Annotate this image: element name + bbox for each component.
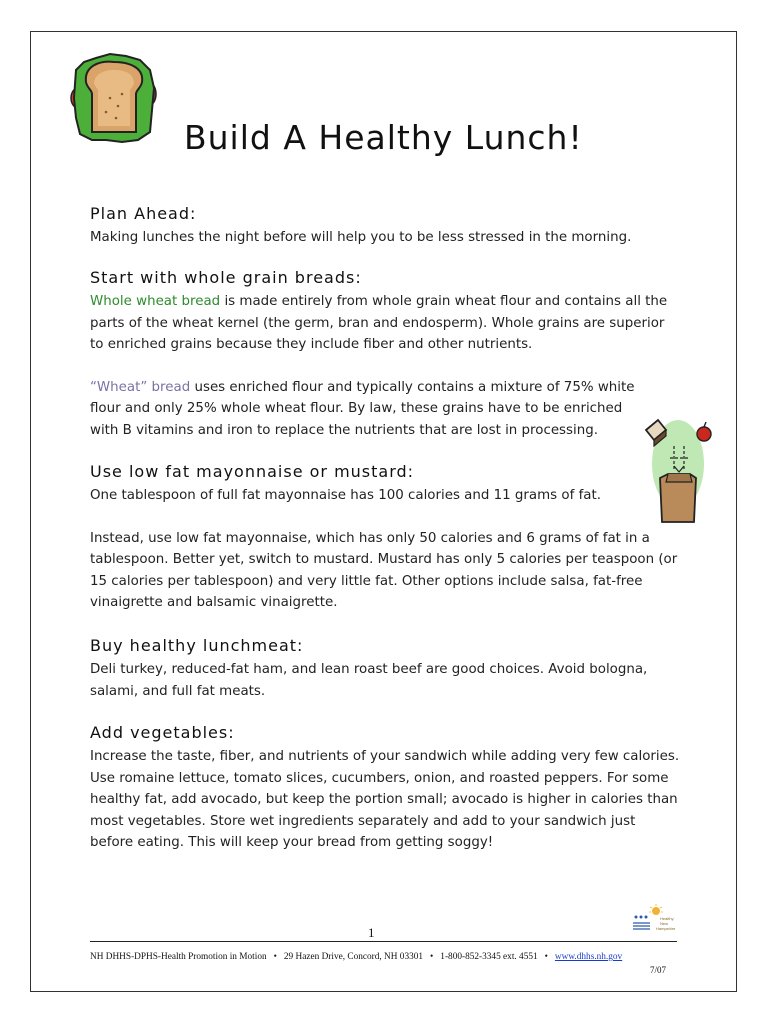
- section-body: One tablespoon of full fat mayonnaise has 100 calories and 11 grams of fat.: [90, 488, 602, 503]
- healthy-nh-logo: [630, 903, 680, 937]
- section-body: Making lunches the night before will help you to be less stressed in the morning.: [90, 230, 632, 245]
- footer-date: 7/07: [650, 965, 667, 975]
- section-body: Deli turkey, reduced-fat ham, and lean roast beef are good choices. Avoid bologna, salami, and full fat meats.: [90, 662, 648, 699]
- footer-divider: [90, 941, 677, 942]
- footer-website-link[interactable]: www.dhhs.nh.gov: [554, 952, 623, 962]
- wheat-bread-paragraph: [90, 377, 650, 442]
- section-body: Increase the taste, fiber, and nutrients of your sandwich while adding very few calories. Use romaine lettuce, tomato slices, cucumbers, onion, and roasted peppers. For some healthy fat, add avocado, but keep the portion small; avocado is higher in calories than most vegetables. Store wet ingredients separately and add to your sandwich just before eating. This will keep your bread from getting soggy!: [90, 749, 680, 851]
- whole-wheat-paragraph: [90, 291, 680, 356]
- section-mayonnaise: [90, 461, 680, 614]
- logo-text: Hampshire: [656, 926, 676, 931]
- section-plan-ahead: [90, 203, 680, 249]
- paragraph-text: is made entirely from whole grain wheat flour and contains all the parts of the wheat kernel (the germ, bran and endosperm). Whole grains are superior to enriched grains because they include fiber and other nutrients.: [90, 294, 668, 353]
- section-heading: Start with whole grain breads:: [90, 268, 362, 287]
- footer: [90, 952, 622, 962]
- logo-text: Healthy: [660, 916, 674, 921]
- footer-org: NH DHHS-DPHS-Health Promotion in Motion: [90, 952, 267, 962]
- section-whole-grain: [90, 267, 680, 442]
- footer-bullet: •: [544, 952, 548, 962]
- section-heading: Add vegetables:: [90, 723, 235, 742]
- sandwich-icon: [66, 48, 162, 144]
- section-heading: Use low fat mayonnaise or mustard:: [90, 462, 415, 481]
- wheat-bread-highlight: “Wheat” bread: [90, 379, 191, 395]
- logo-text: New: [660, 921, 669, 926]
- section-body: Instead, use low fat mayonnaise, which has only 50 calories and 6 grams of fat in a tablespoon. Better yet, switch to mustard. Mustard has only 5 calories per teaspoon (or 15 calories per tablespoon) and very little fat. Other options include salsa, fat-free vinaigrette and balsamic vinaigrette.: [90, 530, 678, 611]
- section-heading: Buy healthy lunchmeat:: [90, 636, 304, 655]
- paragraph-text: uses enriched flour and typically contains a mixture of 75% white flour and only 25% whole wheat flour. By law, these grains have to be enriched with B vitamins and iron to replace the nutrients that are lost in processing.: [90, 379, 635, 438]
- page-number: 1: [368, 925, 375, 940]
- page-title: Build A Healthy Lunch!: [184, 118, 583, 157]
- footer-bullet: •: [273, 952, 277, 962]
- whole-wheat-highlight: Whole wheat bread: [90, 294, 221, 309]
- footer-address: 29 Hazen Drive, Concord, NH 03301: [283, 952, 424, 962]
- section-heading: Plan Ahead:: [90, 204, 197, 223]
- section-lunchmeat: [90, 635, 680, 702]
- footer-bullet: •: [430, 952, 434, 962]
- section-vegetables: [90, 722, 680, 854]
- footer-phone: 1-800-852-3345 ext. 4551: [440, 952, 538, 962]
